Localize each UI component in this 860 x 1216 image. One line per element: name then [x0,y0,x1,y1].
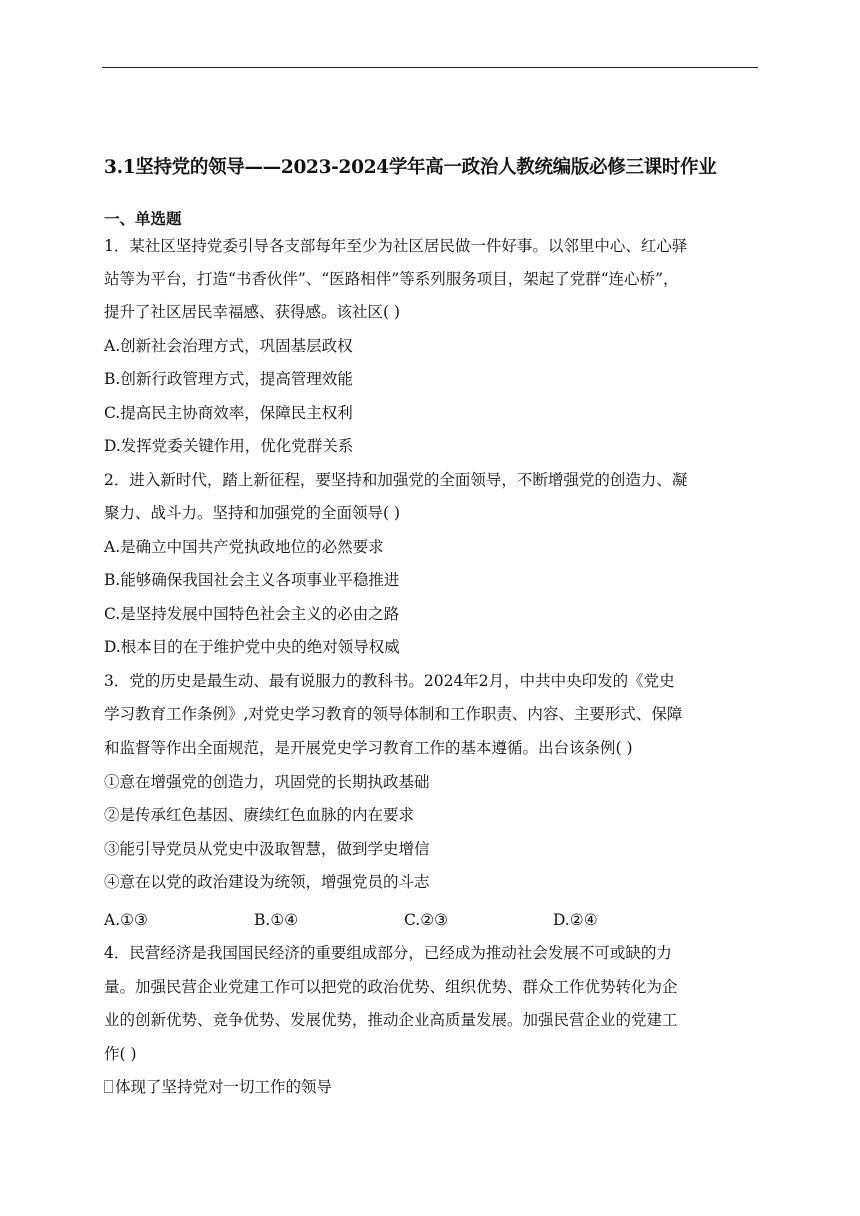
question-3-choice-d: D.②④ [553,911,598,929]
question-4-statement-1 [104,1076,332,1098]
question-1-stem-line: 提升了社区居民幸福感、获得感。该社区( ) [104,303,401,321]
question-3-choice-b: B.①④ [254,911,299,929]
question-3-choice-a: A.①③ [104,911,148,929]
question-4-stem-line: 4．民营经济是我国国民经济的重要组成部分，已经成为推动社会发展不可或缺的力 [104,944,672,962]
question-1-stem-line: 站等为平台，打造“书香伙伴”、“医路相伴”等系列服务项目，架起了党群“连心桥”， [104,270,679,288]
question-1-option-c: C.提高民主协商效率，保障民主权利 [104,404,353,422]
question-4-stem-line: 业的创新优势、竞争优势、发展优势，推动企业高质量发展。加强民营企业的党建工 [104,1011,678,1029]
question-2-option-a: A.是确立中国共产党执政地位的必然要求 [104,538,384,556]
question-1-option-a: A.创新社会治理方式，巩固基层政权 [104,337,353,355]
question-3-stem-line: 和监督等作出全面规范，是开展党史学习教育工作的基本遵循。出台该条例( ) [104,739,633,757]
question-3-stem-line: 学习教育工作条例》,对党史学习教育的领导体制和工作职责、内容、主要形式、保障 [104,705,683,723]
missing-glyph-icon [104,1080,113,1093]
question-3-choice-c: C.②③ [404,911,449,929]
question-2-stem-line: 聚力、战斗力。坚持和加强党的全面领导( ) [104,504,401,522]
question-3-statement-1: ①意在增强党的创造力，巩固党的长期执政基础 [104,773,430,791]
header-rule [102,67,758,68]
document-title: 3.1坚持党的领导——2023-2024学年高一政治人教统编版必修三课时作业 [104,157,717,178]
question-2-option-b: B.能够确保我国社会主义各项事业平稳推进 [104,571,400,589]
question-3-stem-line: 3．党的历史是最生动、最有说服力的教科书。2024年2月，中共中央印发的《党史 [104,672,675,690]
question-3-statement-2: ②是传承红色基因、赓续红色血脉的内在要求 [104,806,415,824]
question-4-stem-line: 作( ) [104,1045,137,1063]
question-2-option-d: D.根本目的在于维护党中央的绝对领导权威 [104,638,400,656]
question-1-stem-line: 1．某社区坚持党委引导各支部每年至少为社区居民做一件好事。以邻里中心、红心驿 [104,237,688,255]
question-3-statement-3: ③能引导党员从党史中汲取智慧，做到学史增信 [104,840,430,858]
question-1-option-d: D.发挥党委关键作用，优化党群关系 [104,437,354,455]
question-4-statement-1-text: 体现了坚持党对一切工作的领导 [115,1078,333,1096]
question-4-stem-line: 量。加强民营企业党建工作可以把党的政治优势、组织优势、群众工作优势转化为企 [104,978,678,996]
question-2-stem-line: 2．进入新时代，踏上新征程，要坚持和加强党的全面领导，不断增强党的创造力、凝 [104,471,688,489]
question-1-option-b: B.创新行政管理方式，提高管理效能 [104,370,353,388]
question-3-statement-4: ④意在以党的政治建设为统领，增强党员的斗志 [104,873,430,891]
question-2-option-c: C.是坚持发展中国特色社会主义的必由之路 [104,605,400,623]
section-heading: 一、单选题 [104,209,182,228]
